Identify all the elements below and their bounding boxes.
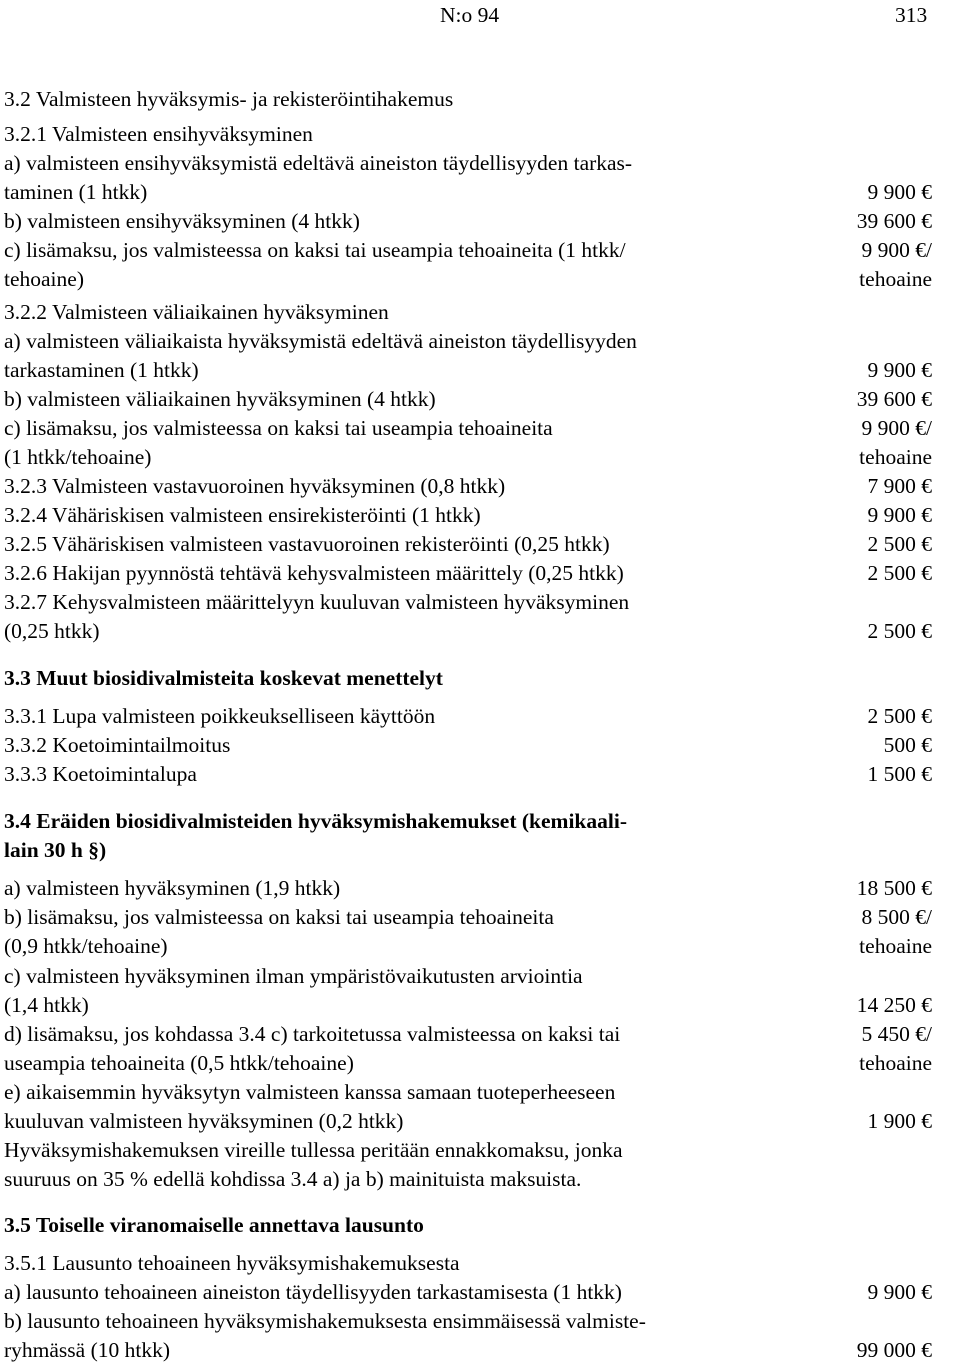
document-line (4, 1136, 932, 1165)
document-line (4, 962, 932, 991)
line-text: lain 30 h §) (4, 838, 107, 862)
document-line (4, 903, 932, 932)
line-text: e) aikaisemmin hyväksytyn valmisteen kanssa samaan tuoteperheeseen (4, 1080, 616, 1104)
line-text: d) lisämaksu, jos kohdassa 3.4 c) tarkoitetussa valmisteessa on kaksi tai (4, 1022, 621, 1046)
document-line (4, 178, 932, 207)
document-line (4, 760, 932, 789)
document-line (4, 702, 932, 731)
document-line (4, 443, 932, 472)
fee-amount: 7 900 € (867, 474, 932, 498)
document-line (4, 472, 932, 501)
document-line (4, 1336, 932, 1365)
fee-amount: 2 500 € (867, 561, 932, 585)
line-text: 3.2.4 Vähäriskisen valmisteen ensirekisteröinti (1 htkk) (4, 503, 481, 527)
document-line (4, 356, 932, 385)
page-number: 313 (895, 3, 928, 27)
line-text: tehoaine) (4, 267, 84, 291)
document-line (4, 1107, 932, 1136)
line-text: c) lisämaksu, jos valmisteessa on kaksi tai useampia tehoaineita (1 htkk/ (4, 238, 626, 262)
line-text: 3.2.7 Kehysvalmisteen määrittelyyn kuuluvan valmisteen hyväksyminen (4, 590, 630, 614)
document-line (4, 1020, 932, 1049)
line-text: 3.3 Muut biosidivalmisteita koskevat menettelyt (4, 666, 443, 690)
line-text: (1,4 htkk) (4, 993, 89, 1017)
section-heading (4, 807, 932, 836)
document-line (4, 530, 932, 559)
line-text: 3.4 Eräiden biosidivalmisteiden hyväksymishakemukset (kemikaali- (4, 809, 627, 833)
line-text: a) valmisteen ensihyväksymistä edeltävä aineiston täydellisyyden tarkas- (4, 151, 633, 175)
fee-amount: 9 900 €/ (861, 238, 932, 262)
issue-number: N:o 94 (440, 3, 500, 27)
document-line (4, 1049, 932, 1078)
document-line (4, 1249, 932, 1278)
fee-amount: tehoaine (859, 1051, 932, 1075)
line-text: ryhmässä (10 htkk) (4, 1338, 170, 1362)
line-text: b) valmisteen väliaikainen hyväksyminen (4 htkk) (4, 387, 436, 411)
line-text: 3.2 Valmisteen hyväksymis- ja rekisteröintihakemus (4, 87, 454, 111)
line-text: c) lisämaksu, jos valmisteessa on kaksi tai useampia tehoaineita (4, 416, 553, 440)
fee-amount: 2 500 € (867, 619, 932, 643)
document-line (4, 265, 932, 294)
line-text: 3.5 Toiselle viranomaiselle annettava lausunto (4, 1213, 424, 1237)
line-text: 3.5.1 Lausunto tehoaineen hyväksymishakemuksesta (4, 1251, 460, 1275)
page-header (0, 0, 960, 30)
document-line (4, 991, 932, 1020)
document-line (4, 1078, 932, 1107)
line-text: taminen (1 htkk) (4, 180, 148, 204)
document-line (4, 1165, 932, 1194)
document-line (4, 1307, 932, 1336)
document-line (4, 149, 932, 178)
line-text: 3.2.3 Valmisteen vastavuoroinen hyväksyminen (0,8 htkk) (4, 474, 506, 498)
fee-amount: 9 900 €/ (861, 416, 932, 440)
fee-amount: 39 600 € (856, 387, 932, 411)
document-line (4, 327, 932, 356)
line-text: c) valmisteen hyväksyminen ilman ympäristövaikutusten arviointia (4, 964, 583, 988)
fee-amount: tehoaine (859, 267, 932, 291)
line-text: Hyväksymishakemuksen vireille tullessa peritään ennakkomaksu, jonka (4, 1138, 623, 1162)
line-text: 3.3.2 Koetoimintailmoitus (4, 733, 231, 757)
fee-amount: 18 500 € (856, 876, 932, 900)
line-text: a) lausunto tehoaineen aineiston täydellisyyden tarkastamisesta (1 htkk) (4, 1280, 622, 1304)
document-line (4, 298, 932, 327)
line-text: suuruus on 35 % edellä kohdissa 3.4 a) ja b) mainituista maksuista. (4, 1167, 582, 1191)
fee-amount: 99 000 € (856, 1338, 932, 1362)
line-text: (0,25 htkk) (4, 619, 100, 643)
document-line (4, 120, 932, 149)
fee-amount: 9 900 € (867, 503, 932, 527)
document-line (4, 385, 932, 414)
line-text: kuuluvan valmisteen hyväksyminen (0,2 htkk) (4, 1109, 404, 1133)
fee-amount: tehoaine (859, 934, 932, 958)
section-heading (4, 1211, 932, 1240)
fee-amount: 2 500 € (867, 704, 932, 728)
section-heading (4, 836, 932, 865)
line-text: b) lausunto tehoaineen hyväksymishakemuksesta ensimmäisessä valmiste- (4, 1309, 646, 1333)
line-text: b) valmisteen ensihyväksyminen (4 htkk) (4, 209, 360, 233)
line-text: tarkastaminen (1 htkk) (4, 358, 199, 382)
line-text: 3.2.1 Valmisteen ensihyväksyminen (4, 122, 313, 146)
fee-amount: 2 500 € (867, 532, 932, 556)
fee-amount: 9 900 € (867, 358, 932, 382)
document-line (4, 559, 932, 588)
fee-amount: 500 € (883, 733, 932, 757)
line-text: (0,9 htkk/tehoaine) (4, 934, 168, 958)
document-line (4, 588, 932, 617)
document-line (4, 617, 932, 646)
line-text: a) valmisteen hyväksyminen (1,9 htkk) (4, 876, 341, 900)
document-line (4, 85, 932, 114)
document-line (4, 932, 932, 961)
line-text: 3.2.6 Hakijan pyynnöstä tehtävä kehysvalmisteen määrittely (0,25 htkk) (4, 561, 624, 585)
document-line (4, 874, 932, 903)
document-line (4, 731, 932, 760)
line-text: b) lisämaksu, jos valmisteessa on kaksi tai useampia tehoaineita (4, 905, 554, 929)
fee-amount: 8 500 €/ (861, 905, 932, 929)
line-text: a) valmisteen väliaikaista hyväksymistä edeltävä aineiston täydellisyyden (4, 329, 637, 353)
fee-amount: 14 250 € (856, 993, 932, 1017)
fee-amount: 1 900 € (867, 1109, 932, 1133)
section-heading (4, 664, 932, 693)
line-text: 3.2.5 Vähäriskisen valmisteen vastavuoroinen rekisteröinti (0,25 htkk) (4, 532, 610, 556)
line-text: 3.2.2 Valmisteen väliaikainen hyväksyminen (4, 300, 389, 324)
line-text: 3.3.1 Lupa valmisteen poikkeukselliseen käyttöön (4, 704, 436, 728)
fee-amount: tehoaine (859, 445, 932, 469)
fee-amount: 9 900 € (867, 180, 932, 204)
fee-amount: 5 450 €/ (861, 1022, 932, 1046)
document-line (4, 414, 932, 443)
document-line (4, 1278, 932, 1307)
document-line (4, 501, 932, 530)
line-text: (1 htkk/tehoaine) (4, 445, 152, 469)
document-line (4, 236, 932, 265)
fee-amount: 1 500 € (867, 762, 932, 786)
fee-amount: 39 600 € (856, 209, 932, 233)
line-text: useampia tehoaineita (0,5 htkk/tehoaine) (4, 1051, 354, 1075)
fee-amount: 9 900 € (867, 1280, 932, 1304)
line-text: 3.3.3 Koetoimintalupa (4, 762, 197, 786)
document-line (4, 207, 932, 236)
